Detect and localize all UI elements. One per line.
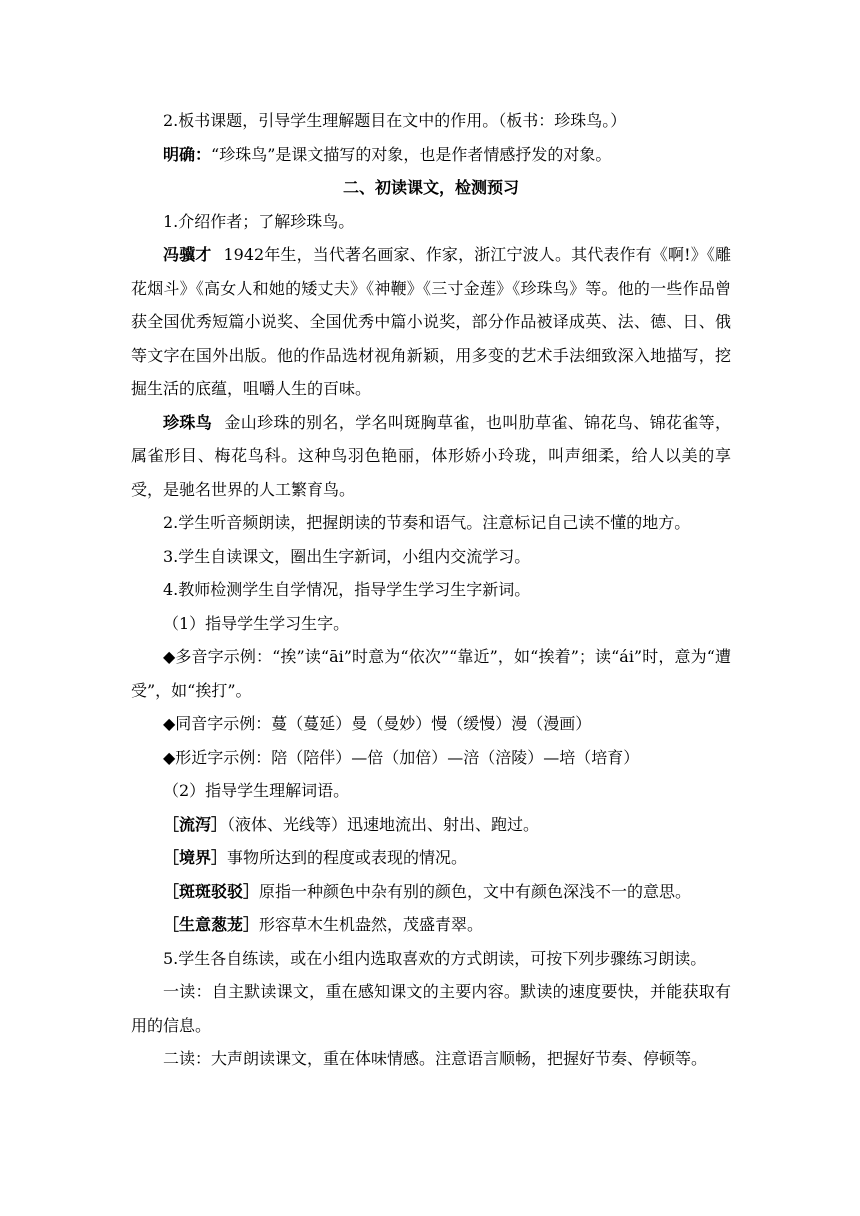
paragraph-clarify bbox=[131, 138, 731, 172]
paragraph-author-bio bbox=[131, 238, 731, 406]
paragraph-bird-intro bbox=[131, 406, 731, 507]
vocab-item bbox=[131, 808, 731, 842]
vocab-term: ［生意葱茏］ bbox=[163, 915, 260, 934]
vocab-definition: 事物所达到的程度或表现的情况。 bbox=[227, 848, 468, 867]
author-name: 冯骥才 bbox=[163, 245, 212, 264]
paragraph-similar-char-example: ◆形近字示例：陪（陪伴）—倍（加倍）—涪（涪陵）—培（培育） bbox=[163, 747, 640, 767]
paragraph-board-title: 2.板书课题，引导学生理解题目在文中的作用。（板书：珍珠鸟。） bbox=[163, 111, 627, 130]
paragraph-teacher-check: 4.教师检测学生自学情况，指导学生学习生字新词。 bbox=[163, 580, 531, 599]
vocab-definition: 形容草木生机盎然，茂盛青翠。 bbox=[259, 915, 484, 934]
paragraph-polyphone-example: ◆多音字示例：“挨”读“āi”时意为“依次”“靠近”，如“挨着”；读“ái”时，意为“遭受”，如“挨打”。 bbox=[131, 647, 731, 700]
paragraph-learn-characters: （1）指导学生学习生字。 bbox=[163, 613, 350, 633]
vocab-definition: （液体、光线等）迅速地流出、射出、跑过。 bbox=[227, 814, 540, 834]
vocab-definition: 原指一种颜色中杂有别的颜色，文中有颜色深浅不一的意思。 bbox=[259, 881, 692, 901]
vocab-term: ［流泻］ bbox=[163, 814, 228, 834]
paragraph-second-reading: 二读：大声朗读课文，重在体味情感。注意语言顺畅，把握好节奏、停顿等。 bbox=[163, 1049, 708, 1068]
vocab-term: ［斑斑驳驳］ bbox=[163, 881, 260, 901]
vocab-item bbox=[131, 908, 731, 942]
clarify-label: 明确： bbox=[163, 144, 212, 164]
paragraph-homophone-example: ◆同音字示例：蔓（蔓延）曼（曼妙）慢（缓慢）漫（漫画） bbox=[163, 714, 592, 733]
vocab-term: ［境界］ bbox=[163, 848, 228, 867]
paragraph-intro-author: 1.介绍作者；了解珍珠鸟。 bbox=[163, 211, 355, 231]
vocab-item bbox=[131, 875, 731, 909]
document-page bbox=[131, 104, 731, 1076]
paragraph-understand-words: （2）指导学生理解词语。 bbox=[163, 781, 350, 800]
paragraph-self-read: 3.学生自读课文，圈出生字新词，小组内交流学习。 bbox=[163, 546, 531, 566]
bird-intro-text: 金山珍珠的别名，学名叫斑胸草雀，也叫肋草雀、锦花鸟、锦花雀等，属雀形目、梅花鸟科。这种鸟羽色艳丽，体形娇小玲珑，叫声细柔，给人以美的享受，是驰名世界的人工繁育鸟。 bbox=[131, 412, 731, 499]
bird-name: 珍珠鸟 bbox=[163, 412, 213, 432]
paragraph-practice-reading: 5.学生各自练读，或在小组内选取喜欢的方式朗读，可按下列步骤练习朗读。 bbox=[163, 948, 707, 968]
paragraph-first-reading: 一读：自主默读课文，重在感知课文的主要内容。默读的速度要快，并能获取有用的信息。 bbox=[131, 982, 731, 1035]
vocab-item bbox=[131, 841, 731, 875]
clarify-text: “珍珠鸟”是课文描写的对象，也是作者情感抒发的对象。 bbox=[211, 144, 612, 164]
author-bio-text: 1942年生，当代著名画家、作家，浙江宁波人。其代表作有《啊!》《雕花烟斗》《高女人和她的矮丈夫》《神鞭》《三寸金莲》《珍珠鸟》等。他的一些作品曾获全国优秀短篇小说奖、全国优秀中篇小说奖，部分作品被译成英、法、德、日、俄等文字在国外出版。他的作品选材视角新颖，用多变的艺术手法细致深入地描写，挖掘生活的底蕴，咀嚼人生的百味。 bbox=[131, 245, 731, 398]
paragraph-listen-audio: 2.学生听音频朗读，把握朗读的节奏和语气。注意标记自己读不懂的地方。 bbox=[163, 513, 691, 532]
section-heading: 二、初读课文，检测预习 bbox=[342, 178, 519, 197]
